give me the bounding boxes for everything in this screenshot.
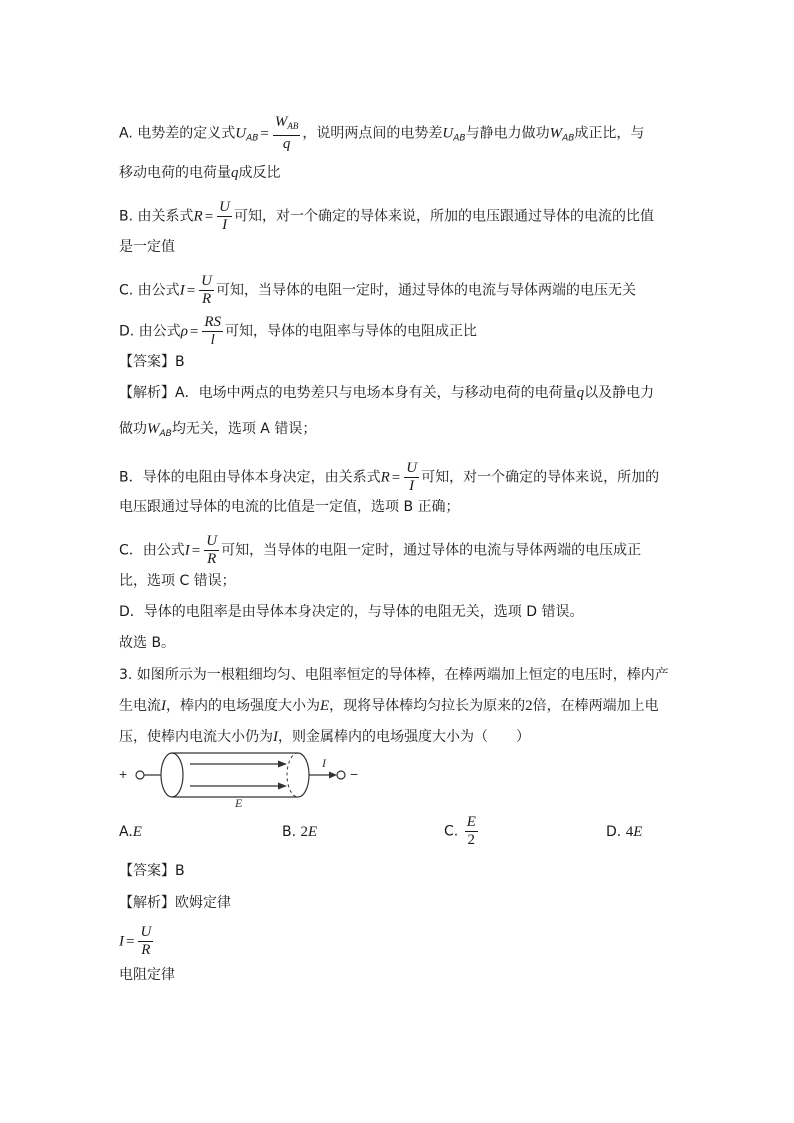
- analysis-a-line1: 【解析】A．电场中两点的电势差只与电场本身有关，与移动电荷的电荷量q以及静电力: [119, 385, 655, 401]
- right-terminal: [337, 771, 345, 779]
- ohms-law-formula: I = $\frac{U}{R}$: [119, 924, 152, 958]
- fraction-rs-over-l: $\frac{RS}{l}$: [204, 314, 222, 348]
- conclusion-line: 故选 B。: [119, 635, 176, 651]
- analysis-b-line1: B．导体的电阻由导体本身决定，由关系式R = $\frac{U}{I}$ 可知，对一个确定的导体来说，所加的: [119, 460, 660, 494]
- left-terminal: [136, 771, 144, 779]
- analysis-a-line2: 做功$W_{AB}$均无关，选项 A 错误；: [119, 421, 317, 439]
- fraction-w-over-q: $\frac{W_{AB}}{q}$: [274, 114, 299, 152]
- question-3-line1: 3. 如图所示为一根粗细均匀、电阻率恒定的导体棒，在棒两端加上恒定的电压时，棒内产: [119, 667, 669, 683]
- choice-b: B. 2E: [282, 824, 318, 840]
- option-b-line1: B. 由关系式R = $\frac{U}{I}$ 可知，对一个确定的导体来说，所加的电压跟通过导体的电流的比值: [119, 199, 654, 233]
- field-arrow-top: [278, 761, 287, 768]
- option-a-line2: 移动电荷的电荷量q成反比: [119, 165, 281, 181]
- resistance-law-label: 电阻定律: [119, 967, 175, 983]
- conductor-rod-figure: [115, 752, 365, 812]
- fraction-u-over-i: $\frac{U}{I}$: [219, 199, 230, 233]
- choice-a: A.E: [119, 824, 142, 840]
- field-label-e: E: [235, 796, 243, 810]
- analysis-c-line2: 比，选项 C 错误；: [119, 573, 236, 589]
- option-c-line: C. 由公式I = $\frac{U}{R}$ 可知，当导体的电阻一定时，通过导体的电流与导体两端的电压无关: [119, 273, 636, 307]
- fraction-e-over-2: $\frac{E}{2}$: [466, 814, 476, 848]
- answer-label-1: 【答案】B: [119, 354, 185, 370]
- field-arrow-bottom: [278, 783, 287, 790]
- analysis-b-line2: 电压跟通过导体的电流的比值是一定值，选项 B 正确；: [119, 499, 460, 515]
- question-3-line3: 压，使棒内电流大小仍为I，则金属棒内的电场强度大小为（ ）: [119, 729, 530, 745]
- answer-label-2: 【答案】B: [119, 863, 185, 879]
- current-label-i: I: [322, 756, 326, 770]
- option-b-line2: 是一定值: [119, 239, 175, 255]
- rod-right-end-front: [298, 753, 309, 797]
- choice-c: C. $\frac{E}{2}$: [444, 814, 476, 848]
- fraction-u-over-r: $\frac{U}{R}$: [201, 273, 212, 307]
- rod-right-end-hidden: [287, 753, 298, 797]
- rod-left-end: [161, 753, 183, 797]
- question-3-line2: 生电流I，棒内的电场强度大小为E，现将导体棒均匀拉长为原来的2倍，在棒两端加上电: [119, 698, 659, 714]
- option-d-line: D. 由公式ρ = $\frac{RS}{l}$ 可知，导体的电阻率与导体的电阻成正比: [119, 314, 478, 348]
- plus-terminal-label: +: [119, 766, 128, 782]
- choice-d: D. 4E: [606, 824, 643, 840]
- analysis-2-title: 【解析】欧姆定律: [119, 895, 231, 911]
- analysis-d-line: D．导体的电阻率是由导体本身决定的，与导体的电阻无关，选项 D 错误。: [119, 604, 584, 620]
- minus-terminal-label: −: [350, 766, 359, 782]
- current-arrow: [329, 772, 337, 779]
- analysis-c-line1: C．由公式I = $\frac{U}{R}$ 可知，当导体的电阻一定时，通过导体的电流与导体两端的电压成正: [119, 533, 642, 567]
- option-a-line1: A. 电势差的定义式$U_{AB}$ = $\frac{W_{AB}}{q}$ ，说明两点间的电势差$U_{AB}$与静电力做功$W_{AB}$成正比，与: [119, 114, 645, 152]
